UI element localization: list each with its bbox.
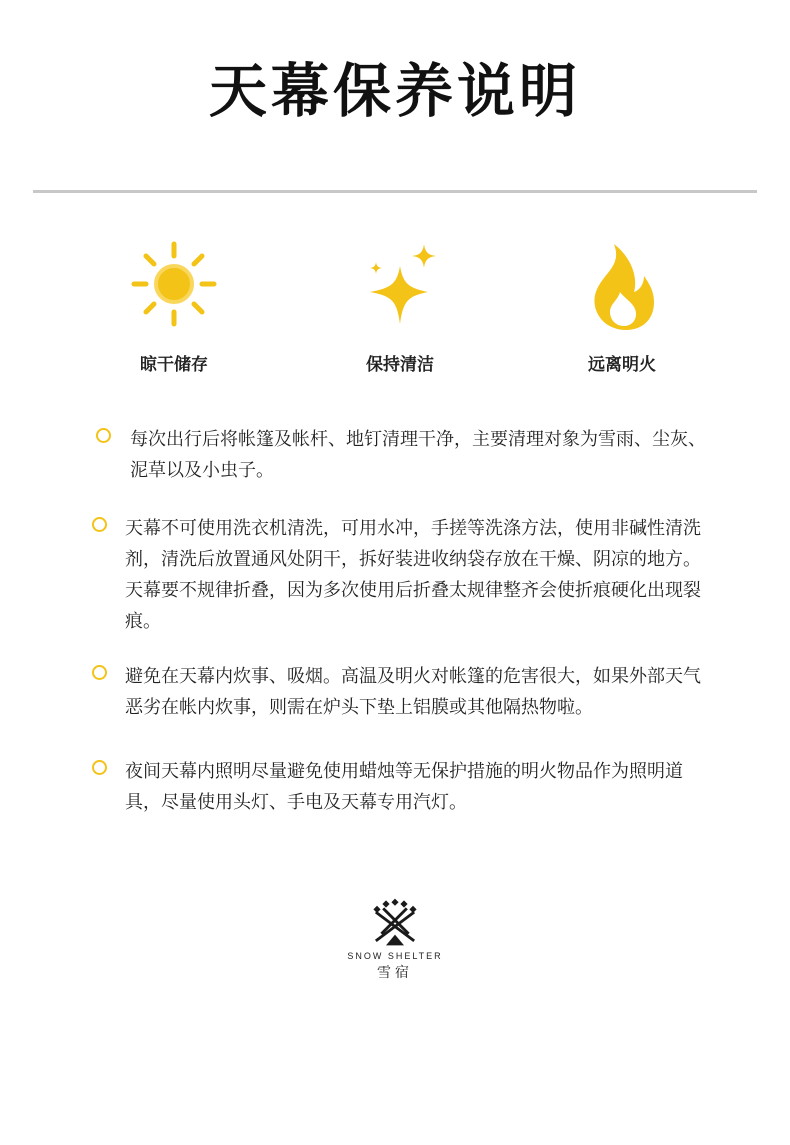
list-item xyxy=(92,424,712,486)
bullet-icon xyxy=(92,665,107,680)
icon-label-dry-storage: 晾干储存 xyxy=(140,355,208,375)
list-item xyxy=(92,661,712,723)
snowflake-logo-icon xyxy=(368,895,422,949)
list-item xyxy=(92,513,712,637)
sun-icon xyxy=(124,238,224,338)
fire-icon xyxy=(574,238,674,338)
list-item-text: 天幕不可使用洗衣机清洗，可用水冲，手搓等洗涤方法，使用非碱性清洗剂，清洗后放置通风处阴干，拆好装进收纳袋存放在干燥、阴凉的地方。天幕要不规律折叠，因为多次使用后折叠太规律整齐会使折痕硬化出现裂痕。 xyxy=(125,518,701,632)
bullet-icon xyxy=(92,517,107,532)
page-title: 天幕保养说明 xyxy=(208,57,581,125)
list-item xyxy=(92,756,712,818)
bullet-icon xyxy=(96,428,111,443)
list-item-text: 每次出行后将帐篷及帐杆、地钉清理干净，主要清理对象为雪雨、尘灰、泥草以及小虫子。 xyxy=(130,429,706,481)
brand-name-en: SNOW SHELTER xyxy=(347,951,443,961)
brand-logo xyxy=(335,895,455,982)
bullet-icon xyxy=(92,760,107,775)
brand-name-cn: 雪宿 xyxy=(377,965,413,981)
list-item-text: 避免在天幕内炊事、吸烟。高温及明火对帐篷的危害很大，如果外部天气恶劣在帐内炊事，则需在炉头下垫上铝膜或其他隔热物啦。 xyxy=(125,666,701,718)
list-item-text: 夜间天幕内照明尽量避免使用蜡烛等无保护措施的明火物品作为照明道具，尽量使用头灯、手电及天幕专用汽灯。 xyxy=(125,761,683,813)
icon-label-keep-clean: 保持清洁 xyxy=(366,355,434,375)
sparkle-icon xyxy=(358,238,458,338)
divider xyxy=(33,190,757,193)
icon-label-fire-away: 远离明火 xyxy=(588,355,656,375)
